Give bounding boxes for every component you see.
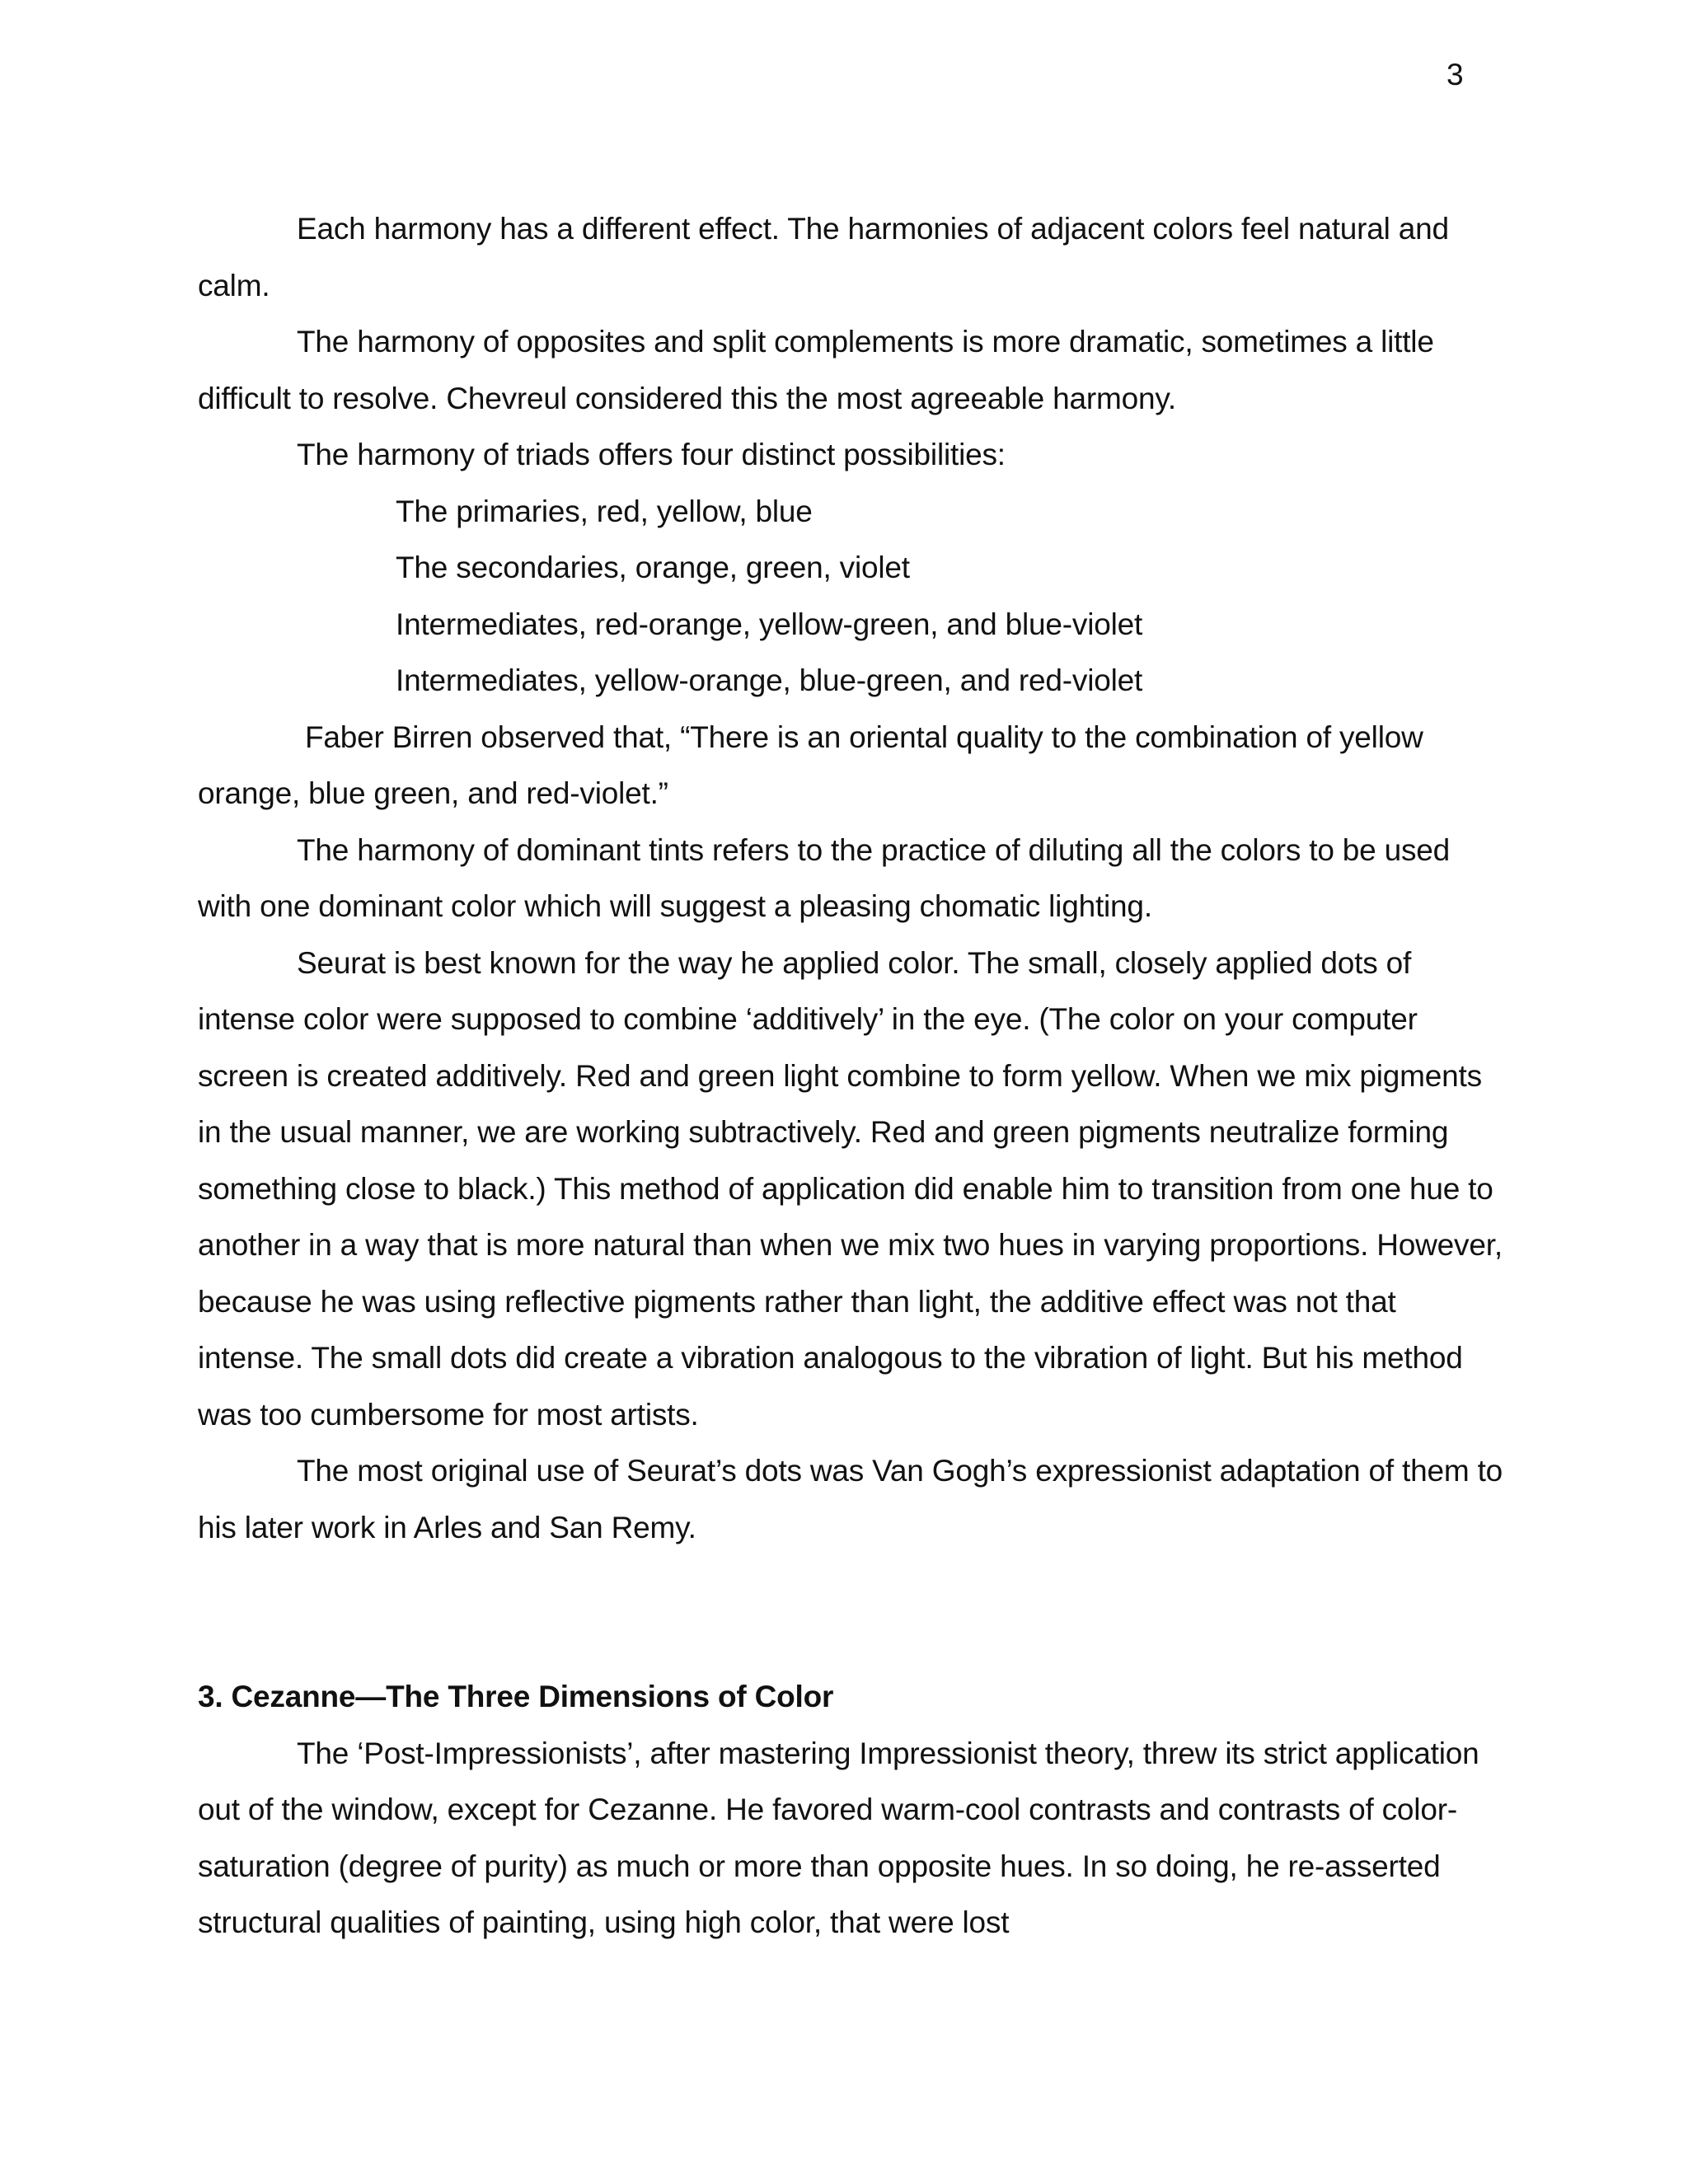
paragraph-van-gogh: The most original use of Seurat’s dots was Van Gogh’s expressionist adaptation of them to his later work in Arles and San Remy. — [198, 1454, 1503, 1544]
paragraph-dominant-tints: The harmony of dominant tints refers to the practice of diluting all the colors to be used with one dominant color which will suggest a pleasing chomatic lighting. — [198, 832, 1451, 923]
document-body — [198, 201, 1504, 1952]
paragraph-opposites: The harmony of opposites and split complements is more dramatic, sometimes a little difficult to resolve. Chevreul considered this the most agreeable harmony. — [198, 325, 1434, 415]
triad-list-item: Intermediates, red-orange, yellow-green, and blue-violet — [396, 607, 1143, 641]
paragraph-harmony-effect: Each harmony has a different effect. The harmonies of adjacent colors feel natural and calm. — [198, 212, 1449, 302]
page-number: 3 — [1447, 58, 1464, 91]
paragraph-birren-quote: Faber Birren observed that, “There is an oriental quality to the combination of yellow orange, blue green, and red-violet.” — [198, 719, 1423, 810]
paragraph-post-impressionists: The ‘Post-Impressionists’, after mastering Impressionist theory, threw its strict application out of the window, except for Cezanne. He favored warm-cool contrasts and contrasts of color-saturation (degree of purity) as much or more than opposite hues. In so doing, he re-asserted structural qualities of painting, using high color, that were lost — [198, 1736, 1479, 1939]
triad-list-item: The primaries, red, yellow, blue — [396, 494, 813, 528]
paragraph-triads-intro: The harmony of triads offers four distinct possibilities: — [297, 438, 1006, 471]
triad-list-item: The secondaries, orange, green, violet — [396, 551, 910, 584]
paragraph-seurat: Seurat is best known for the way he applied color. The small, closely applied dots of intense color were supposed to combine ‘additively’ in the eye. (The color on your computer screen is created additively. Red and green light combine to form yellow. When we mix pigments in the usual manner, we are working subtractively. Red and green pigments neutralize forming something close to black.) This method of application did enable him to transition from one hue to another in a way that is more natural than when we mix two hues in varying proportions. However, because he was using reflective pigments rather than light, the additive effect was not that intense. The small dots did create a vibration analogous to the vibration of light. But his method was too cumbersome for most artists. — [198, 945, 1503, 1432]
section-spacer — [198, 1556, 1504, 1669]
section-heading: 3. Cezanne—The Three Dimensions of Color — [198, 1680, 834, 1713]
triad-list-item: Intermediates, yellow-orange, blue-green, and red-violet — [396, 663, 1143, 697]
